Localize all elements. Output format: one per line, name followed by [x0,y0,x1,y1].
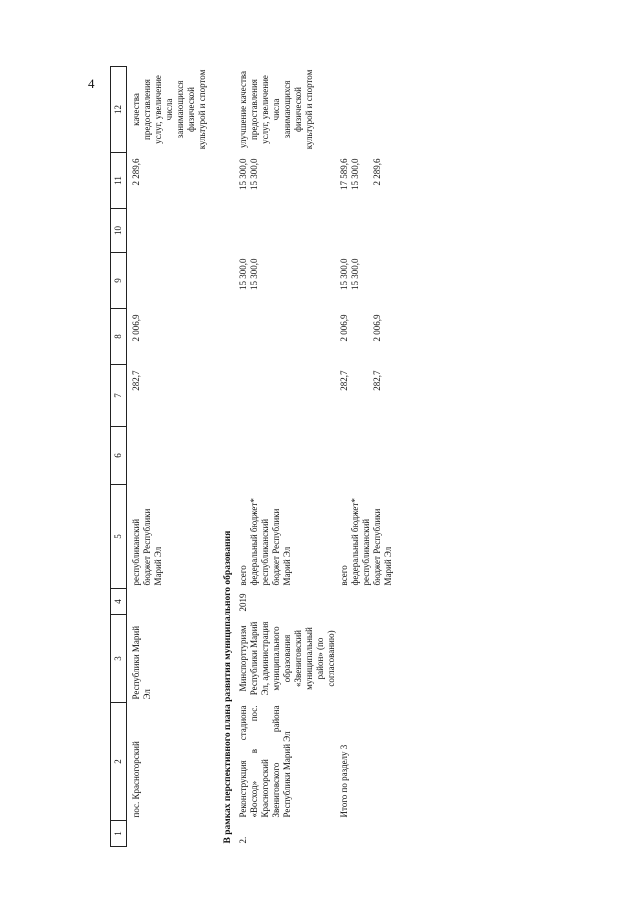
col-header: 2 [111,703,127,821]
col-header: 1 [111,821,127,847]
section-row [219,67,237,847]
result-cell: улучшение качества предоставления услуг, увеличение числа занимающихся физической культурой и спортом [238,69,314,150]
sources-cell [338,485,395,589]
col-header: 3 [111,615,127,703]
page-number: 4 [88,76,95,91]
value-cell: 282,7 282,7 [339,370,382,391]
col-header: 6 [111,427,127,485]
value-cell: 2 006,9 2 006,9 [339,314,382,342]
row-number: 2. [238,836,248,844]
value-cell: 2 006,9 [131,314,141,342]
col-header: 8 [111,309,127,365]
table-row [127,67,210,847]
source-total: всего [339,565,349,586]
source-republic: республиканский бюджет Республики Марий Эл [260,508,292,586]
col-header: 11 [111,153,127,209]
value-cell: 15 300,0 15 300,0 [339,258,360,290]
col-header: 10 [111,209,127,253]
value-cell: 15 300,0 15 300,0 [238,158,259,190]
sources-cell [237,485,338,589]
executor-cell: Минспорттуризм Республики Марий Эл, администрация муниципального образования «Звениговский муниципальный район» (по согласованию) [238,621,336,696]
source-republic: республиканский бюджет Республики Марий Эл [361,508,393,586]
object-name-cell: Реконструкция стадиона «Восход» в пос. Красногорский Звениговского района Республики Марий Эл [238,705,292,818]
executor-cell: Республики Марий Эл [131,625,152,700]
header-row [111,67,127,847]
result-cell: качества предоставления услуг, увеличение числа занимающихся физической культурой и спортом [131,69,207,150]
source-federal: федеральный бюджет* [350,498,360,586]
section-title: В рамках перспективного плана развития муниципального образования [223,530,233,844]
value-cell: 282,7 [131,370,141,391]
source-federal: федеральный бюджет* [249,498,259,586]
col-header: 7 [111,365,127,427]
table-row [338,67,395,847]
source-total: всего [238,565,248,586]
value-cell: 17 589,6 15 300,0 2 289,6 [339,158,382,190]
col-header: 4 [111,589,127,615]
year-cell: 2019 [238,593,248,612]
col-header: 5 [111,485,127,589]
col-header: 12 [111,67,127,153]
table-row [237,67,338,847]
rotated-table-container [110,67,530,847]
col-header: 9 [111,253,127,309]
place-cell: пос. Красногорский [131,741,141,818]
value-cell: 2 289,6 [131,158,141,186]
value-cell: 15 300,0 15 300,0 [238,258,259,290]
total-label: Итого по разделу 3 [339,744,349,818]
program-table [110,66,395,847]
source-cell: республиканский бюджет Республики Марий Эл [131,508,163,586]
